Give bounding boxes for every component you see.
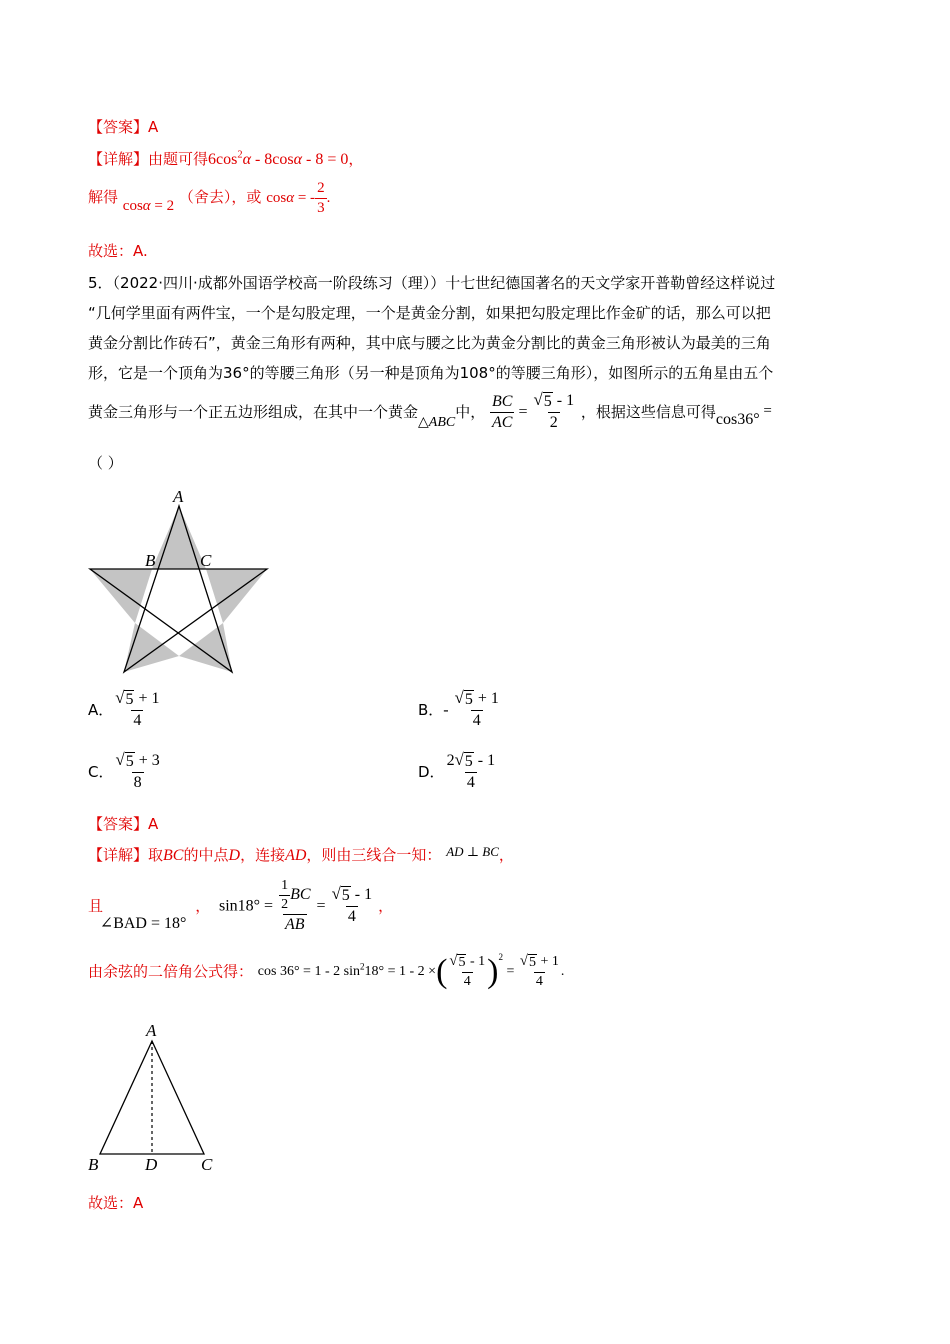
label-a: A (146, 1021, 157, 1040)
q5-line2: “几何学里面有两件宝，一个是勾股定理，一个是黄金分割，如果把勾股定理比作金矿的话，那么可以把 (88, 304, 771, 322)
option-a[interactable]: A． √ 5 + 1 4 (88, 688, 160, 730)
answer-tag: 【答案】 (88, 118, 149, 136)
golden-triangle-1 (152, 506, 206, 569)
option-d[interactable]: D． 2 √ 5 - 1 4 (418, 750, 496, 792)
conclusion-2: 故选：A (88, 1194, 144, 1212)
answer-2: 【答案】A (88, 815, 159, 833)
label-d: D (145, 1155, 158, 1174)
double-angle-formula: cos 36° = 1 - 2 $\sin^218^\circ = 1 - 2$ ×( √ 5 - 1 4 )$^2$ = √ 5 + 1 4 . (257, 951, 565, 991)
label-c: C (200, 551, 212, 570)
label-b: B (88, 1155, 99, 1174)
isosceles-triangle-figure (84, 1018, 224, 1178)
golden-ratio: $\frac{BC}{AC}$ = √ 5 - 1 2 (492, 390, 575, 432)
detail-1-line2: 解得 cosα = 2 （舍去），或 cosα = - $\frac{2}{3}$ . (88, 180, 331, 217)
equation: $6\cos^2\alpha - 8\cos\alpha - 8 = 0$ (208, 149, 349, 168)
q5-line4: 形，它是一个顶角为36°的等腰三角形（另一种是顶角为108°的等腰三角形），如图所示的五角星由五个 (88, 364, 774, 382)
fraction-two-thirds: $\frac{2}{3}$ (317, 180, 325, 217)
q5-line3: 黄金分割比作砖石”，黄金三角形有两种，其中底与腰之比为黄金分割比的黄金三角形被认为最美的三角 (88, 334, 771, 352)
q5-line5: 黄金三角形与一个正五边形组成，在其中一个黄金△ABC中， $\frac{BC}{AC}$ = √ 5 - 1 2 ，根据这些信息可得cos36° = (88, 390, 772, 432)
golden-triangle-2 (206, 569, 267, 623)
option-c[interactable]: C． √ 5 + 3 8 (88, 750, 160, 792)
conclusion-1: 故选：A. (88, 242, 148, 260)
detail-1-line1: 【详解】由题可得$6\cos^2\alpha - 8\cos\alpha - 8 = 0$， (88, 149, 364, 168)
detail-2-line2: 且 ∠BAD = 18° ， sin18° = $\frac{1}{2}$ BC AB = √ 5 - 1 4 ， (88, 878, 394, 934)
q5-answer-paren: （ ） (88, 454, 123, 472)
label-b: B (145, 551, 156, 570)
pentagram-figure (86, 484, 272, 678)
sin18-formula: sin18° = $\frac{1}{2}$ BC AB = √ 5 - 1 4 (218, 878, 373, 934)
perpendicular-relation: AD ⊥ BC (446, 844, 499, 859)
label-c: C (201, 1155, 213, 1174)
answer-1 (88, 116, 158, 137)
q5-line1: 5．（2022·四川·成都外国语学校高一阶段练习（理））十七世纪德国著名的天文学家开普勒曾经这样说过 (88, 274, 776, 292)
label-a: A (173, 487, 184, 506)
angle-bad: ∠BAD = 18° (99, 914, 187, 932)
answer-value: A (148, 118, 159, 136)
detail-2-line3: 由余弦的二倍角公式得： cos 36° = 1 - 2 $\sin^218^\circ = 1 - 2$ ×( √ 5 - 1 4 )$^2$ = √ 5 + 1 4 . (88, 951, 565, 991)
option-b[interactable]: B．- √ 5 + 1 4 (418, 688, 499, 730)
triangle-abc: △ABC (418, 415, 456, 431)
detail-2-line1: 【详解】取BC的中点D，连接AD，则由三线合一知： AD ⊥ BC， (88, 844, 514, 864)
